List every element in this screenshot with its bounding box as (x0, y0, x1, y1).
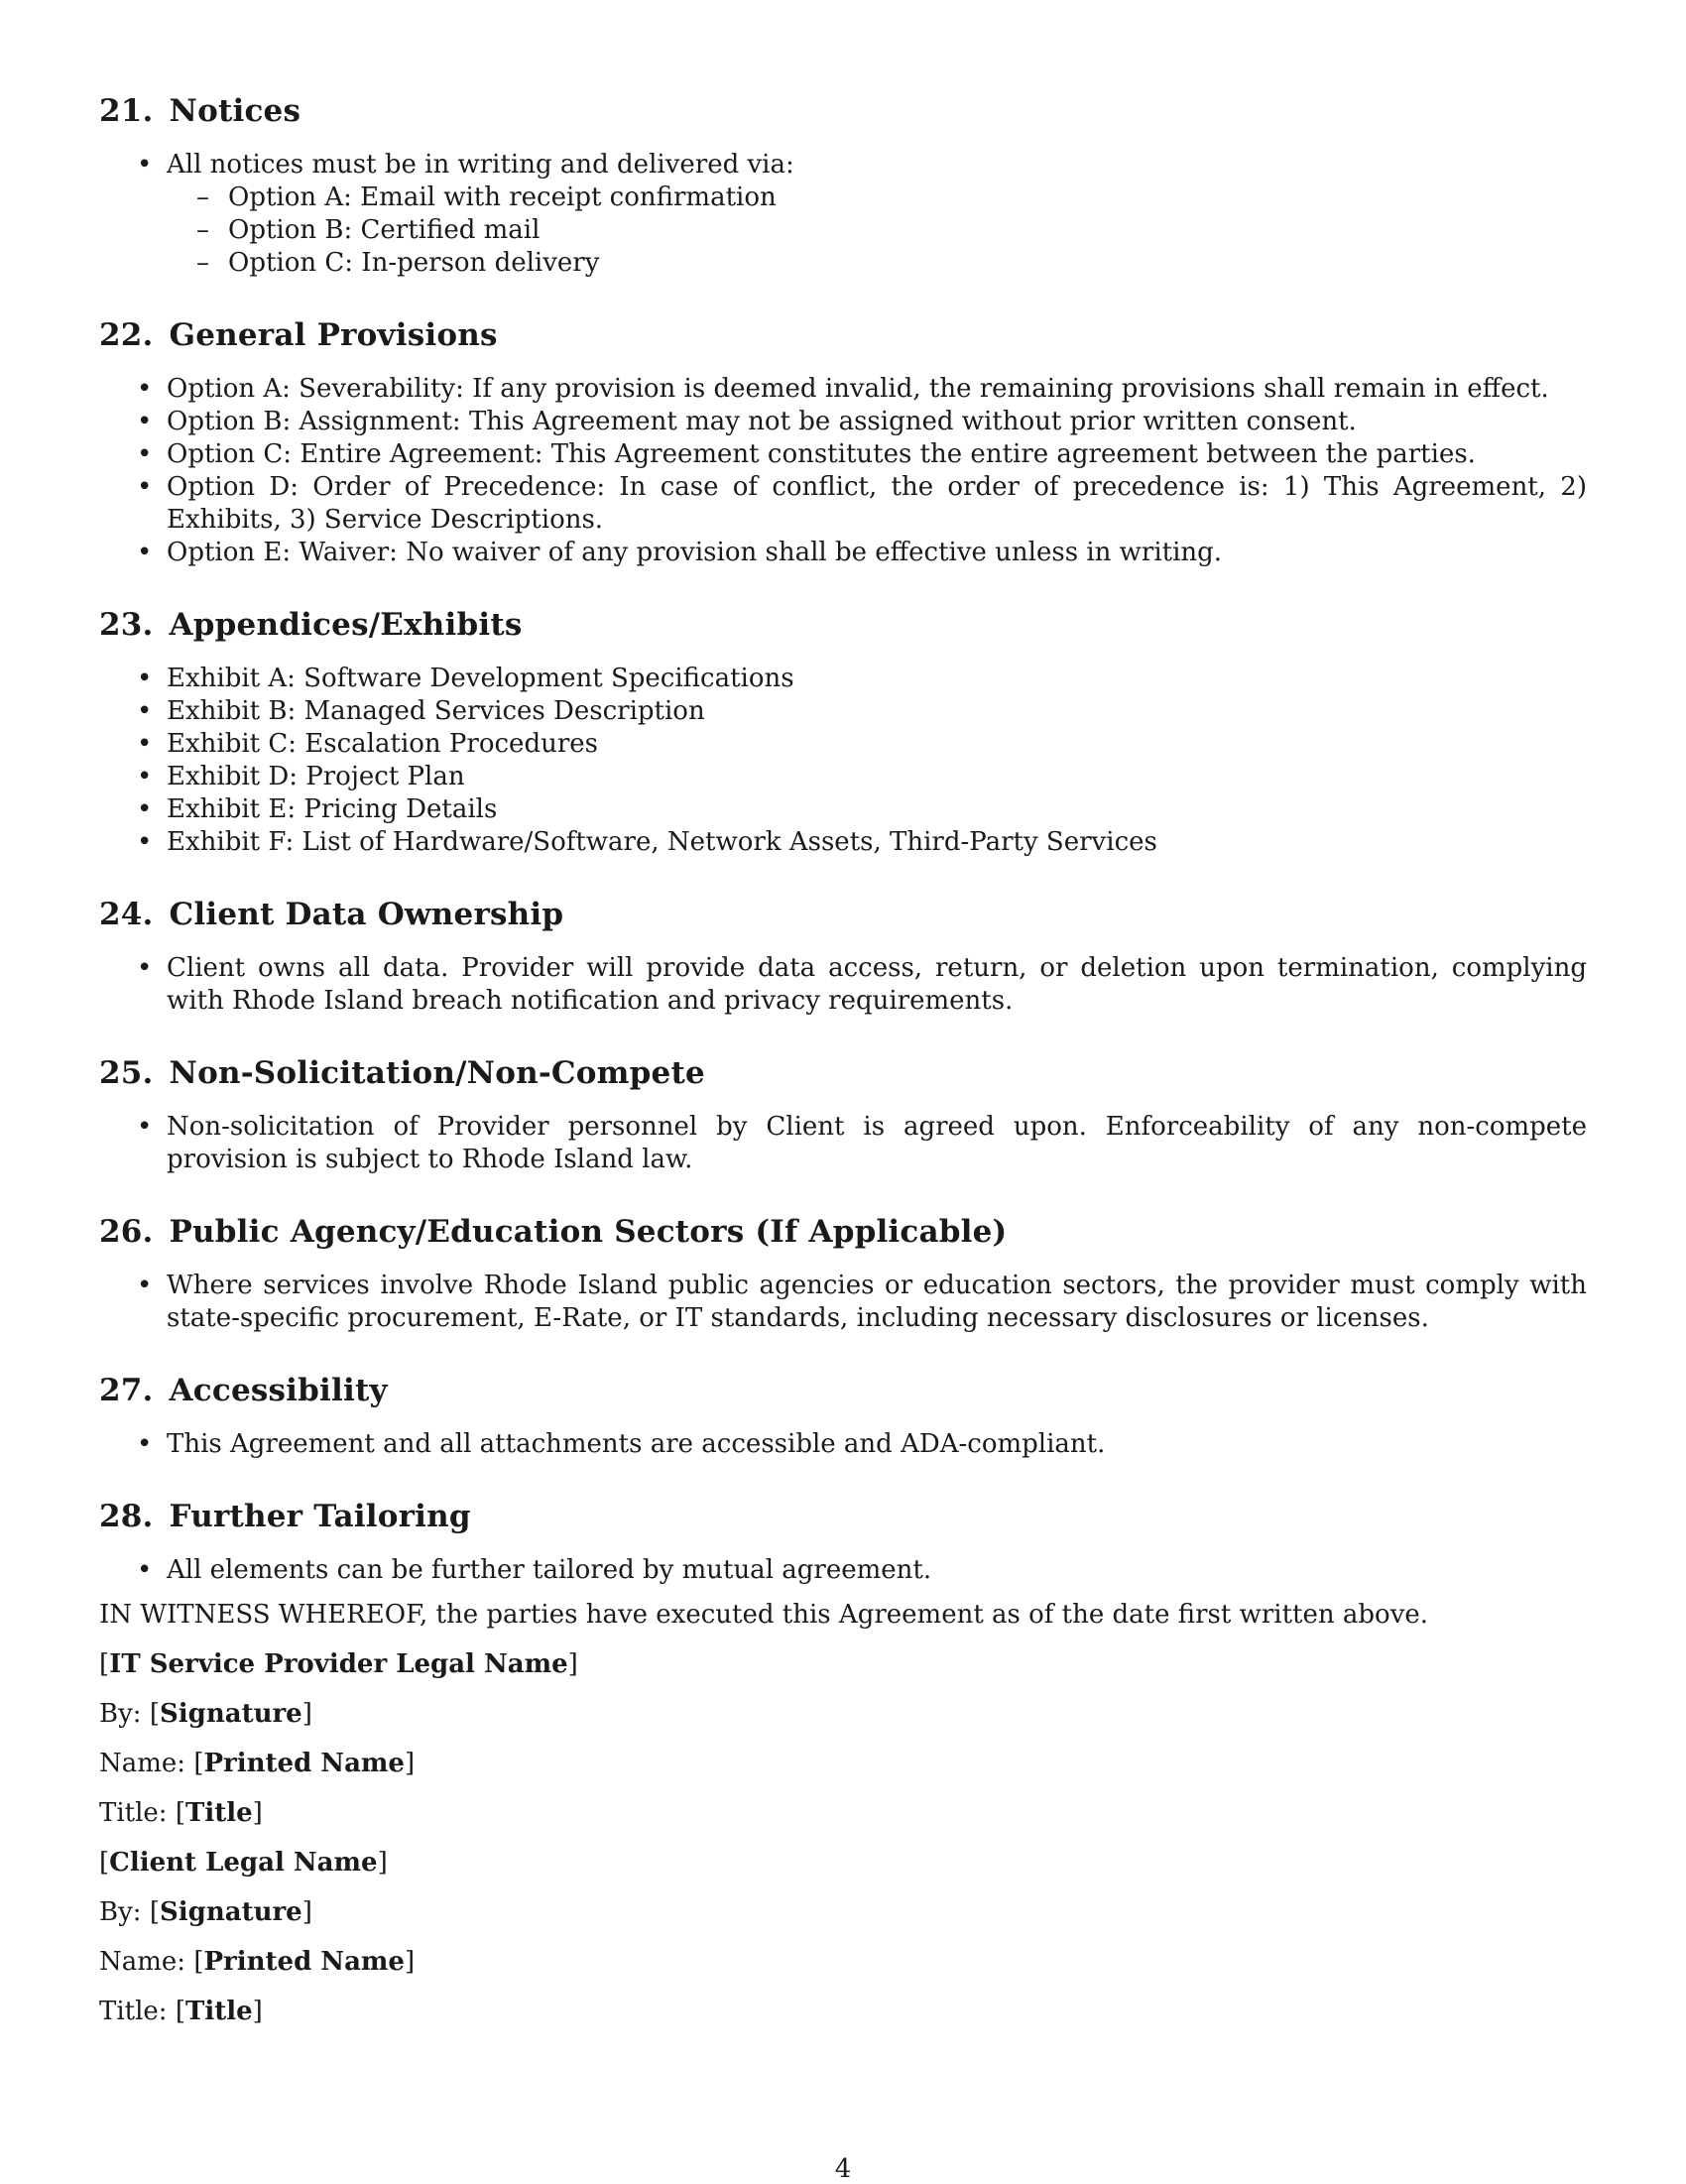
witness-statement: IN WITNESS WHEREOF, the parties have executed this Agreement as of the date first written above. (99, 1600, 1429, 1630)
section-appendices-exhibits (99, 605, 1587, 859)
section-heading: 24. Client Data Ownership (99, 897, 564, 932)
client-title-line: Title: [Title] (99, 1997, 263, 2026)
section-accessibility (99, 1371, 1587, 1461)
list-item: • Option A: Severability: If any provision is deemed invalid, the remaining provisions shall remain in effect. (99, 373, 1587, 406)
section-heading: 27. Accessibility (99, 1373, 388, 1408)
section-heading: 26. Public Agency/Education Sectors (If Applicable) (99, 1214, 1008, 1250)
provider-title-line: Title: [Title] (99, 1798, 263, 1828)
list-item: • This Agreement and all attachments are accessible and ADA-compliant. (99, 1428, 1587, 1461)
list-item: • Where services involve Rhode Island public agencies or education sectors, the provider must comply with state-specific procurement, E-Rate, or IT standards, including necessary disclosures or licenses. (99, 1270, 1587, 1335)
list-item: • Exhibit B: Managed Services Description (99, 695, 1587, 728)
list-item: • Exhibit A: Software Development Specifications (99, 663, 1587, 695)
client-by-line: By: [Signature] (99, 1897, 312, 1927)
section-further-tailoring (99, 1497, 1587, 1587)
client-name-line: Name: [Printed Name] (99, 1947, 416, 1977)
document-page (99, 91, 1587, 2045)
sub-list-item: – Option A: Email with receipt confirmation (167, 182, 1587, 214)
list-item: • Exhibit C: Escalation Procedures (99, 728, 1587, 761)
section-client-data-ownership (99, 895, 1587, 1018)
section-heading: 22. General Provisions (99, 317, 498, 353)
list-item: • Non-solicitation of Provider personnel by Client is agreed upon. Enforceability of any non-compete provision is subject to Rhode Island law. (99, 1111, 1587, 1176)
list-item: • Exhibit D: Project Plan (99, 761, 1587, 793)
list-item: • All elements can be further tailored by mutual agreement. (99, 1554, 1587, 1587)
section-non-solicitation (99, 1053, 1587, 1176)
section-heading: 23. Appendices/Exhibits (99, 607, 523, 643)
list-item: • Option D: Order of Precedence: In case of conflict, the order of precedence is: 1) This Agreement, 2) Exhibits, 3) Service Descriptions. (99, 471, 1587, 537)
bullet-list (99, 952, 1587, 1018)
bullet-list (99, 663, 1587, 859)
section-public-agency (99, 1212, 1587, 1335)
provider-signature-block (99, 1648, 1587, 1830)
list-item: • Option B: Assignment: This Agreement may not be assigned without prior written consent. (99, 406, 1587, 438)
provider-legal-name: [IT Service Provider Legal Name] (99, 1649, 578, 1679)
bullet-list (99, 1111, 1587, 1176)
list-item: • Client owns all data. Provider will provide data access, return, or deletion upon termination, complying with Rhode Island breach notification and privacy requirements. (99, 952, 1587, 1018)
client-signature-block (99, 1847, 1587, 2028)
client-legal-name: [Client Legal Name] (99, 1848, 388, 1878)
section-heading: 21. Notices (99, 93, 301, 129)
section-notices (99, 91, 1587, 280)
list-item: • Option E: Waiver: No waiver of any provision shall be effective unless in writing. (99, 537, 1587, 569)
bullet-list (99, 149, 1587, 280)
sub-list-item: – Option B: Certified mail (167, 214, 1587, 247)
provider-name-line: Name: [Printed Name] (99, 1749, 416, 1778)
sub-list (167, 182, 1587, 280)
section-general-provisions (99, 315, 1587, 569)
page-number: 4 (834, 2154, 852, 2184)
list-item: • All notices must be in writing and delivered via: – Option A: Email with receipt confirmation – Option B: Certified mail – Option C: In-person delivery (99, 149, 1587, 280)
list-item: • Exhibit F: List of Hardware/Software, Network Assets, Third-Party Services (99, 826, 1587, 859)
list-item: • Option C: Entire Agreement: This Agreement constitutes the entire agreement between the parties. (99, 438, 1587, 471)
bullet-list (99, 1270, 1587, 1335)
section-heading: 25. Non-Solicitation/Non-Compete (99, 1055, 705, 1091)
list-item: • Exhibit E: Pricing Details (99, 793, 1587, 826)
section-heading: 28. Further Tailoring (99, 1499, 471, 1534)
bullet-list (99, 1428, 1587, 1461)
sub-list-item: – Option C: In-person delivery (167, 247, 1587, 280)
bullet-list (99, 373, 1587, 569)
provider-by-line: By: [Signature] (99, 1699, 312, 1729)
bullet-list (99, 1554, 1587, 1587)
